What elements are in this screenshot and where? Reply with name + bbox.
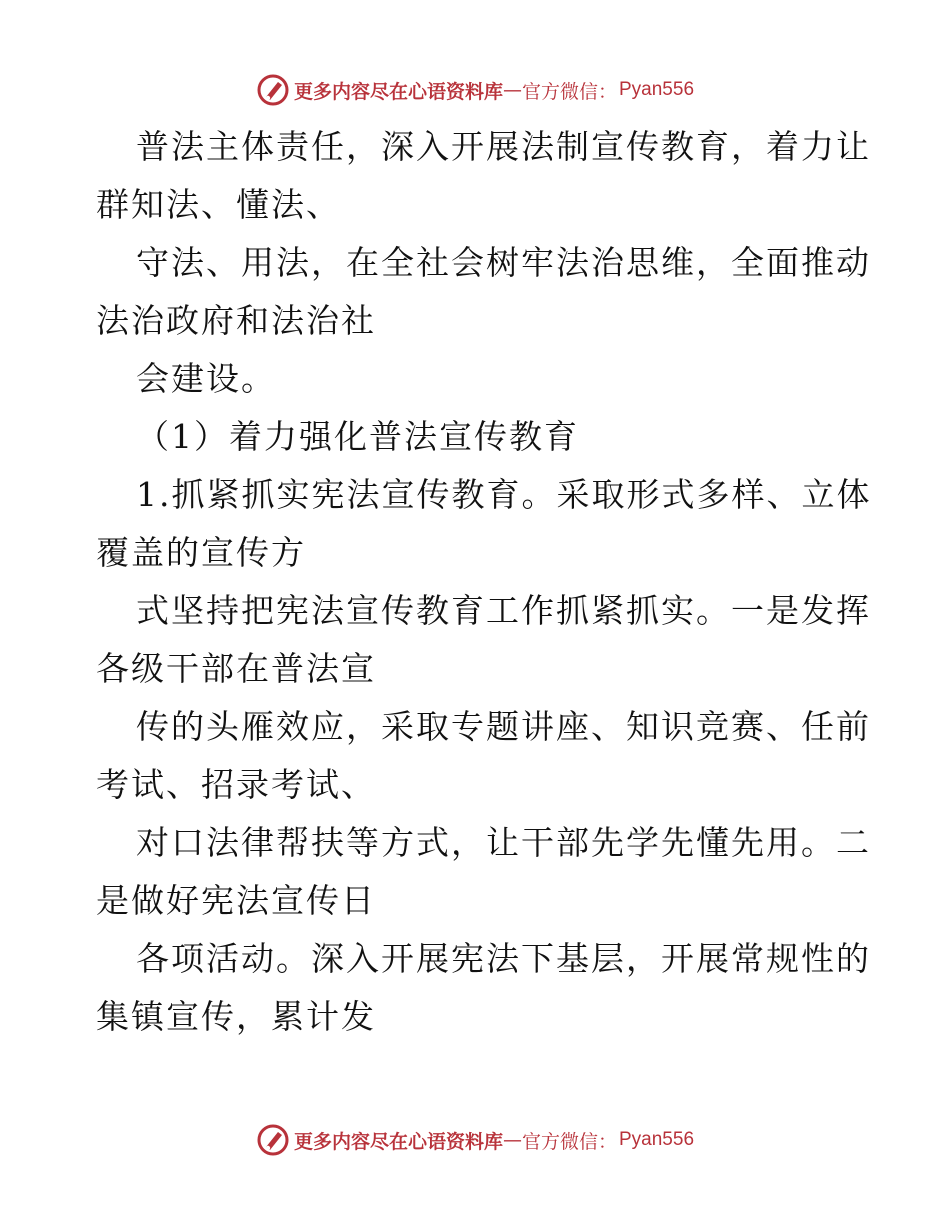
text-line: 传的头雁效应，采取专题讲座、知识竞赛、任前 (136, 707, 871, 746)
banner-wechat-id: Pyan556 (619, 1129, 695, 1150)
text-line: 各级干部在普法宣 (96, 649, 376, 688)
banner-text: 更多内容尽在心语资料库 (293, 1130, 503, 1153)
banner-wechat-label: 官方微信： (521, 1130, 617, 1153)
text-line: 集镇宣传，累计发 (96, 997, 376, 1036)
pen-nib-logo-icon (256, 1123, 290, 1157)
document-body (96, 118, 872, 1046)
text-line: 守法、用法，在全社会树牢法治思维，全面推动 (136, 243, 871, 282)
header-watermark-banner (0, 70, 950, 110)
text-line: 普法主体责任，深入开展法制宣传教育，着力让 (136, 127, 871, 166)
text-line: 对口法律帮扶等方式，让干部先学先懂先用。二 (136, 823, 871, 862)
text-line: 法治政府和法治社 (96, 301, 376, 340)
banner-text: 更多内容尽在心语资料库 (293, 80, 503, 103)
banner-separator: — (502, 1129, 522, 1151)
pen-nib-logo-icon (256, 73, 290, 107)
text-line: 1.抓紧抓实宪法宣传教育。采取形式多样、立体 (136, 475, 872, 514)
text-line: 考试、招录考试、 (96, 765, 376, 804)
text-line: 群知法、懂法、 (96, 185, 341, 224)
text-line: 各项活动。深入开展宪法下基层，开展常规性的 (136, 939, 871, 978)
text-line: 会建设。 (136, 359, 276, 398)
text-line: 式坚持把宪法宣传教育工作抓紧抓实。一是发挥 (136, 591, 871, 630)
banner-separator: — (502, 79, 522, 101)
banner-wechat-id: Pyan556 (619, 79, 695, 100)
banner-wechat-label: 官方微信： (521, 80, 617, 103)
text-line: 覆盖的宣传方 (96, 533, 306, 572)
section-heading: （1）着力强化普法宣传教育 (136, 417, 579, 456)
text-line: 是做好宪法宣传日 (96, 881, 376, 920)
footer-watermark-banner (0, 1120, 950, 1160)
